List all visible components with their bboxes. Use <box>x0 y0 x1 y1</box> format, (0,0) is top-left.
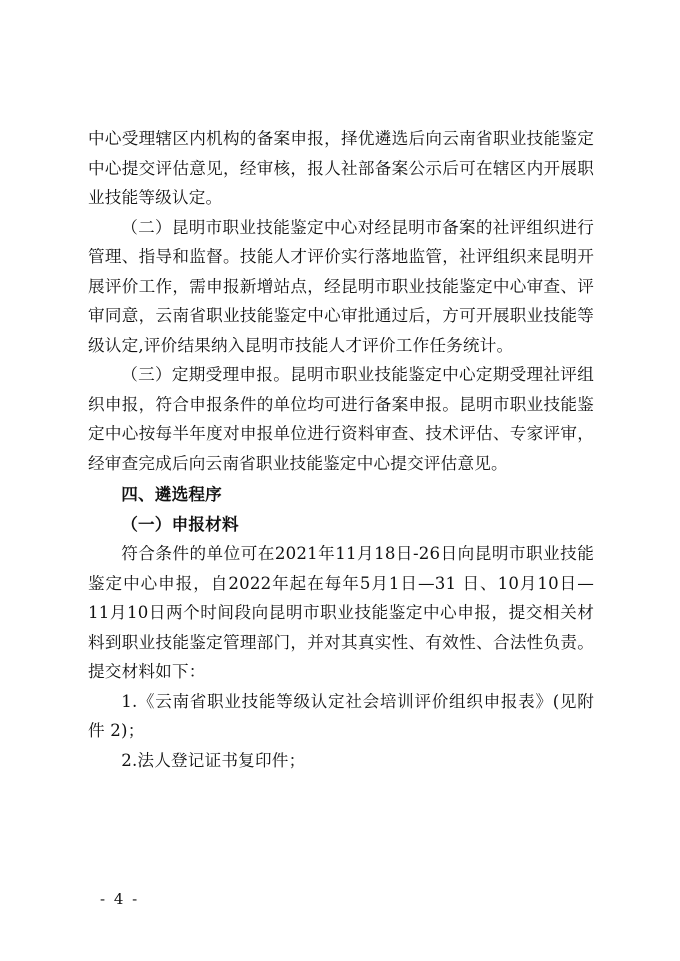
list-item-form: 1.《云南省职业技能等级认定社会培训评价组织申报表》(见附件 2)； <box>88 691 594 740</box>
list-item-certificate: 2.法人登记证书复印件； <box>121 750 306 770</box>
paragraph-item-2: （二）昆明市职业技能鉴定中心对经昆明市备案的社评组织进行管理、指导和监督。技能人才评价实行落地监管，社评组织来昆明开展评价工作，需申报新增站点，经昆明市职业技能鉴定中心审查、评审同意，云南省职业技能鉴定中心审批通过后，方可开展职业技能等级认定,评价结果纳入昆明市技能人才评价工作任务统计。 <box>88 217 594 355</box>
paragraph-continuation: 中心受理辖区内机构的备案申报，择优遴选后向云南省职业技能鉴定中心提交评估意见，经审核，报人社部备案公示后可在辖区内开展职业技能等级认定。 <box>88 129 594 207</box>
paragraph-application-time: 符合条件的单位可在2021年11月18日-26日向昆明市职业技能鉴定中心申报，自2022年起在每年5月1日—31 日、10月10日—11月10日两个时间段向昆明市职业技能鉴定中心申报，提交相关材料到职业技能鉴定管理部门，并对其真实性、有效性、合法性负责。提交材料如下： <box>88 544 594 681</box>
section-heading: 四、遴选程序 <box>121 484 222 504</box>
page-number: - 4 - <box>100 890 140 908</box>
paragraph-item-3: （三）定期受理申报。昆明市职业技能鉴定中心定期受理社评组织申报，符合申报条件的单位均可进行备案申报。昆明市职业技能鉴定中心按每半年度对申报单位进行资料审查、技术评估、专家评审，经审查完成后向云南省职业技能鉴定中心提交评估意见。 <box>88 365 594 473</box>
sub-heading: （一）申报材料 <box>121 513 239 534</box>
document-body <box>88 124 594 775</box>
